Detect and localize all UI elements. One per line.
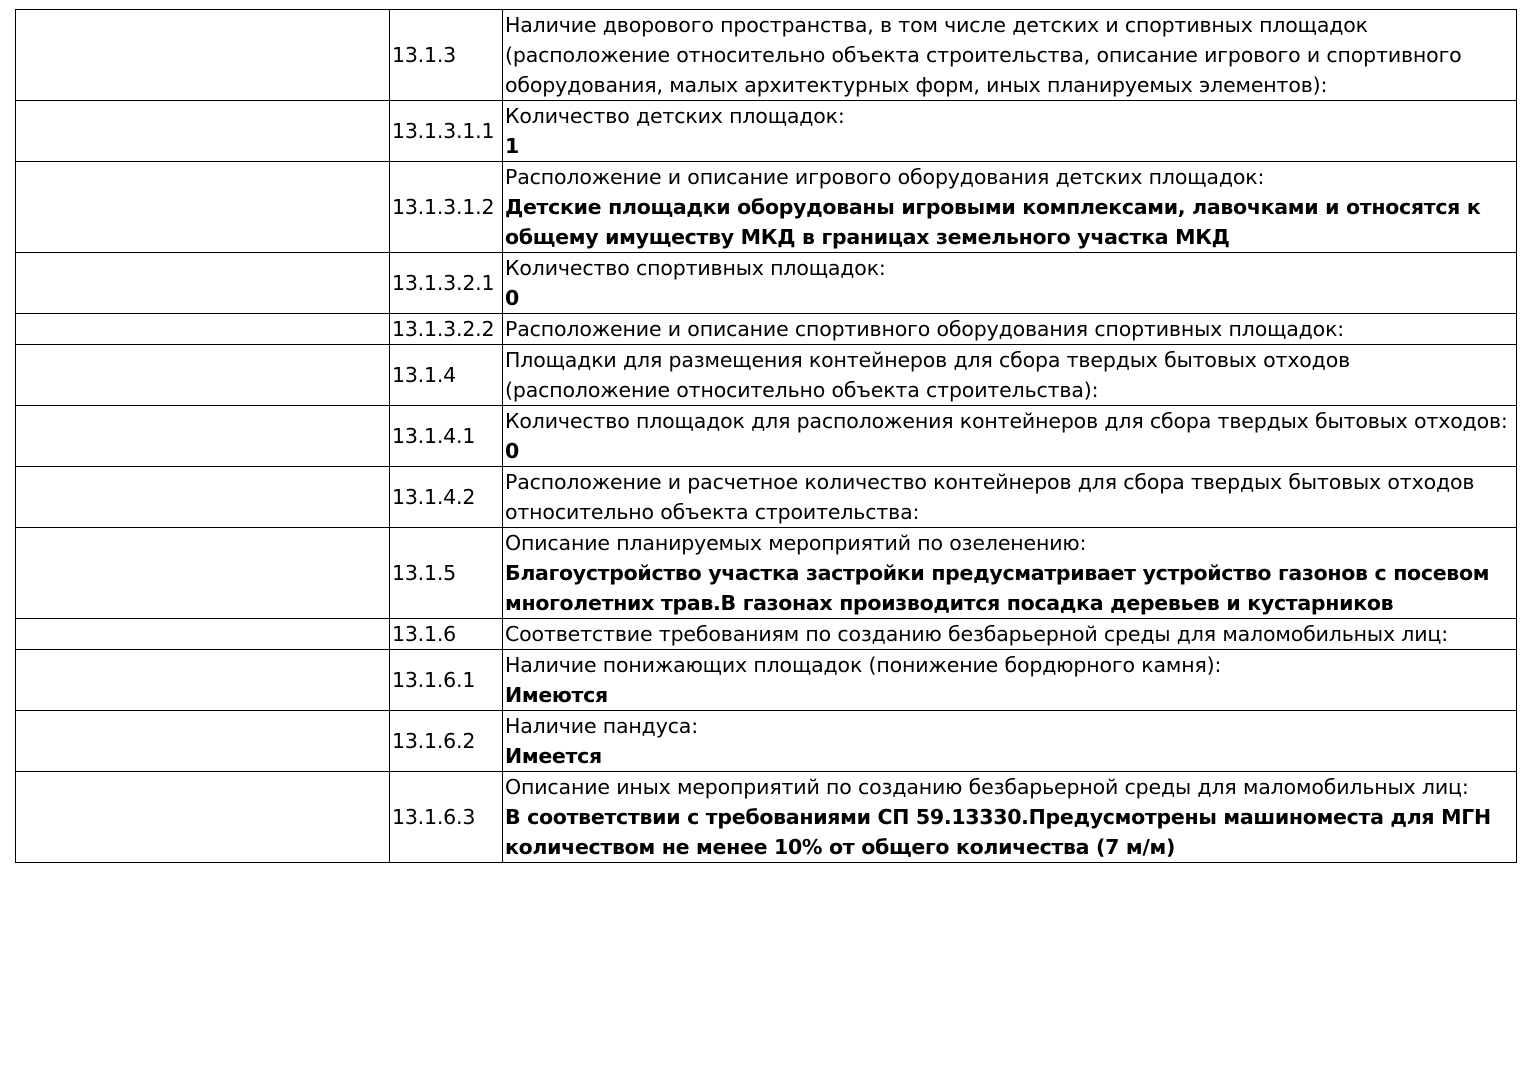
row-code: 13.1.5 xyxy=(390,528,503,619)
row-label: Количество площадок для расположения контейнеров для сбора твердых бытовых отходов: xyxy=(505,409,1508,433)
table-row xyxy=(16,772,1517,863)
row-description xyxy=(503,467,1517,528)
row-value: Имеется xyxy=(505,744,602,768)
row-label: Наличие понижающих площадок (понижение бордюрного камня): xyxy=(505,653,1222,677)
row-value: Благоустройство участка застройки предусматривает устройство газонов с посевом многолетних трав.В газонах производится посадка деревьев и кустарников xyxy=(505,561,1490,615)
empty-cell xyxy=(16,772,390,863)
row-description xyxy=(503,253,1517,314)
empty-cell xyxy=(16,314,390,345)
row-label: Наличие дворового пространства, в том числе детских и спортивных площадок (расположение относительно объекта строительства, описание игрового и спортивного оборудования, малых архитектурных форм, иных планируемых элементов): xyxy=(505,13,1462,97)
row-code: 13.1.4.2 xyxy=(390,467,503,528)
empty-cell xyxy=(16,528,390,619)
empty-cell xyxy=(16,101,390,162)
row-label: Расположение и описание спортивного оборудования спортивных площадок: xyxy=(505,317,1345,341)
row-code: 13.1.6.3 xyxy=(390,772,503,863)
row-description xyxy=(503,314,1517,345)
table-row xyxy=(16,162,1517,253)
table-row xyxy=(16,711,1517,772)
row-description xyxy=(503,711,1517,772)
empty-cell xyxy=(16,10,390,101)
table-row xyxy=(16,101,1517,162)
row-value: В соответствии с требованиями СП 59.13330.Предусмотрены машиноместа для МГН количеством не менее 10% от общего количества (7 м/м) xyxy=(505,805,1491,859)
row-code: 13.1.6.1 xyxy=(390,650,503,711)
row-value: Детские площадки оборудованы игровыми комплексами, лавочками и относятся к общему имуществу МКД в границах земельного участка МКД xyxy=(505,195,1481,249)
row-code: 13.1.3 xyxy=(390,10,503,101)
empty-cell xyxy=(16,406,390,467)
row-code: 13.1.4 xyxy=(390,345,503,406)
row-description xyxy=(503,528,1517,619)
row-label: Описание иных мероприятий по созданию безбарьерной среды для маломобильных лиц: xyxy=(505,775,1469,799)
table-body xyxy=(16,10,1517,863)
table-row xyxy=(16,10,1517,101)
row-value: Имеются xyxy=(505,683,608,707)
row-value: 0 xyxy=(505,439,519,463)
row-label: Количество спортивных площадок: xyxy=(505,256,886,280)
row-description xyxy=(503,772,1517,863)
row-value: 1 xyxy=(505,134,519,158)
table-row xyxy=(16,314,1517,345)
row-code: 13.1.3.2.1 xyxy=(390,253,503,314)
table-row xyxy=(16,528,1517,619)
row-label: Количество детских площадок: xyxy=(505,104,845,128)
row-description xyxy=(503,10,1517,101)
row-label: Наличие пандуса: xyxy=(505,714,698,738)
empty-cell xyxy=(16,619,390,650)
row-code: 13.1.4.1 xyxy=(390,406,503,467)
row-description xyxy=(503,345,1517,406)
table-row xyxy=(16,619,1517,650)
table-row xyxy=(16,253,1517,314)
row-description xyxy=(503,101,1517,162)
table-row xyxy=(16,467,1517,528)
row-code: 13.1.3.1.2 xyxy=(390,162,503,253)
table-row xyxy=(16,406,1517,467)
row-label: Соответствие требованиям по созданию безбарьерной среды для маломобильных лиц: xyxy=(505,622,1448,646)
row-label: Расположение и расчетное количество контейнеров для сбора твердых бытовых отходов относительно объекта строительства: xyxy=(505,470,1475,524)
declaration-table xyxy=(15,9,1517,863)
table-row xyxy=(16,650,1517,711)
row-label: Площадки для размещения контейнеров для сбора твердых бытовых отходов (расположение относительно объекта строительства): xyxy=(505,348,1351,402)
empty-cell xyxy=(16,650,390,711)
row-description xyxy=(503,650,1517,711)
empty-cell xyxy=(16,711,390,772)
row-description xyxy=(503,619,1517,650)
table-row xyxy=(16,345,1517,406)
row-code: 13.1.6.2 xyxy=(390,711,503,772)
empty-cell xyxy=(16,345,390,406)
row-code: 13.1.6 xyxy=(390,619,503,650)
empty-cell xyxy=(16,467,390,528)
row-description xyxy=(503,162,1517,253)
row-code: 13.1.3.1.1 xyxy=(390,101,503,162)
row-label: Описание планируемых мероприятий по озеленению: xyxy=(505,531,1087,555)
row-label: Расположение и описание игрового оборудования детских площадок: xyxy=(505,165,1265,189)
empty-cell xyxy=(16,253,390,314)
row-value: 0 xyxy=(505,286,519,310)
empty-cell xyxy=(16,162,390,253)
row-description xyxy=(503,406,1517,467)
row-code: 13.1.3.2.2 xyxy=(390,314,503,345)
